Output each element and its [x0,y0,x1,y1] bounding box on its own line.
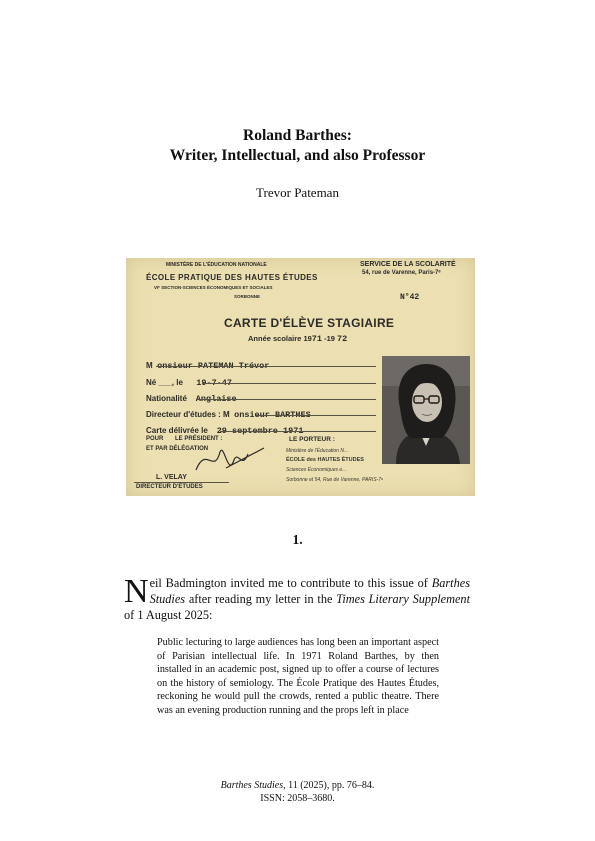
card-row-name [146,355,269,373]
director-label: Directeur d'études : M [146,410,230,419]
card-annee [248,334,347,344]
annee-label: Année scolaire 19 [248,334,312,343]
portrait-photo [382,356,470,464]
born-value: 19-7-47 [196,378,232,388]
card-sorbonne: SORBONNE [234,294,261,299]
stamp-address: Sorbonne et 54, Rue de Varenne, PARIS-7ᵉ [286,477,383,483]
drop-cap: N [124,573,149,610]
president-label: LE PRÉSIDENT : [175,436,223,442]
name-label: M [146,361,153,370]
section-number: 1. [292,532,303,547]
title-line-2: Writer, Intellectual, and also Professor [169,147,426,164]
card-porteur: LE PORTEUR : [289,436,335,443]
intro-paragraph [124,575,470,623]
issued-label: Carte délivrée le [146,426,208,435]
intro-text-1: eil Badmington invited me to contribute to this issue of [149,576,432,590]
issued-value: 29 septembre 1971 [216,426,304,436]
velay-line [134,482,229,483]
footer-citation [0,779,595,792]
portrait-figure [382,356,470,464]
block-quote: Public lecturing to large audiences has long been an important aspect of Parisian intellectual life. In 1971 Roland Barthes, by then installed in an academic post, signed up to offer a course of lectures on the history of semiology. The École Pratique des Hautes Études, reckoning he would pull the crowds, rented a public theatre. There was an evening production running and the props left in place [157,637,439,716]
student-id-card-image [126,258,475,496]
card-section: VIᵉ SECTION-SCIENCES ÉCONOMIQUES ET SOCIALES [154,285,273,290]
stamp-sciences: Sciences Économiques e... [286,467,347,473]
intro-text-3: of 1 August 2025: [124,608,213,622]
journal-title-italic: Barthes Studies [149,576,470,606]
signature-scribble [186,440,276,480]
title-line-1: Roland Barthes: [243,127,352,144]
card-service: SERVICE DE LA SCOLARITÉ [360,261,456,268]
footer-issn: ISSN: 2058–3680. [260,793,335,804]
stamp-ministere: Ministère de l'Éducation N... [286,448,349,454]
page-footer [0,779,595,805]
annee-from: 71 [311,334,322,344]
pour-label: POUR [146,436,164,442]
card-address: 54, rue de Varenne, Paris-7ᵉ [362,270,441,276]
nationality-value: Anglaise [195,394,237,404]
born-line [202,383,376,384]
card-delegation: ET PAR DÉLÉGATION [146,446,209,452]
nationality-line [196,399,376,400]
nationality-label: Nationalité [146,394,187,403]
card-number: N°42 [400,293,420,302]
stamp-ecole: ÉCOLE des HAUTES ÉTUDES [286,457,364,463]
ink-stamp [286,448,386,496]
name-value: onsieur PATEMAN Trévor [157,361,270,371]
footer-journal: Barthes Studies [220,780,284,791]
card-ministere: MINISTÈRE DE L'ÉDUCATION NATIONALE [166,262,267,268]
tls-title-italic: Times Literary Supplement [336,592,470,606]
director-value: onsieur BARTHES [234,410,311,420]
card-ecole: ÉCOLE PRATIQUE DES HAUTES ÉTUDES [146,273,318,282]
card-velay: L. VELAY [156,474,187,481]
card-title: CARTE D'ÉLÈVE STAGIAIRE [224,316,395,330]
author-name: Trevor Pateman [256,185,339,200]
annee-to: 72 [337,334,348,344]
director-line [256,415,376,416]
footer-pages: , 11 (2025), pp. 76–84. [283,780,375,791]
annee-mid: -19 [322,334,338,343]
name-line [156,366,376,367]
intro-text-2: after reading my letter in the [185,592,337,606]
card-directeur-etudes: DIRECTEUR D'ÉTUDES [136,484,203,490]
issued-line [220,431,376,432]
born-label: Né ___, le [146,378,183,387]
article-title [0,126,595,166]
